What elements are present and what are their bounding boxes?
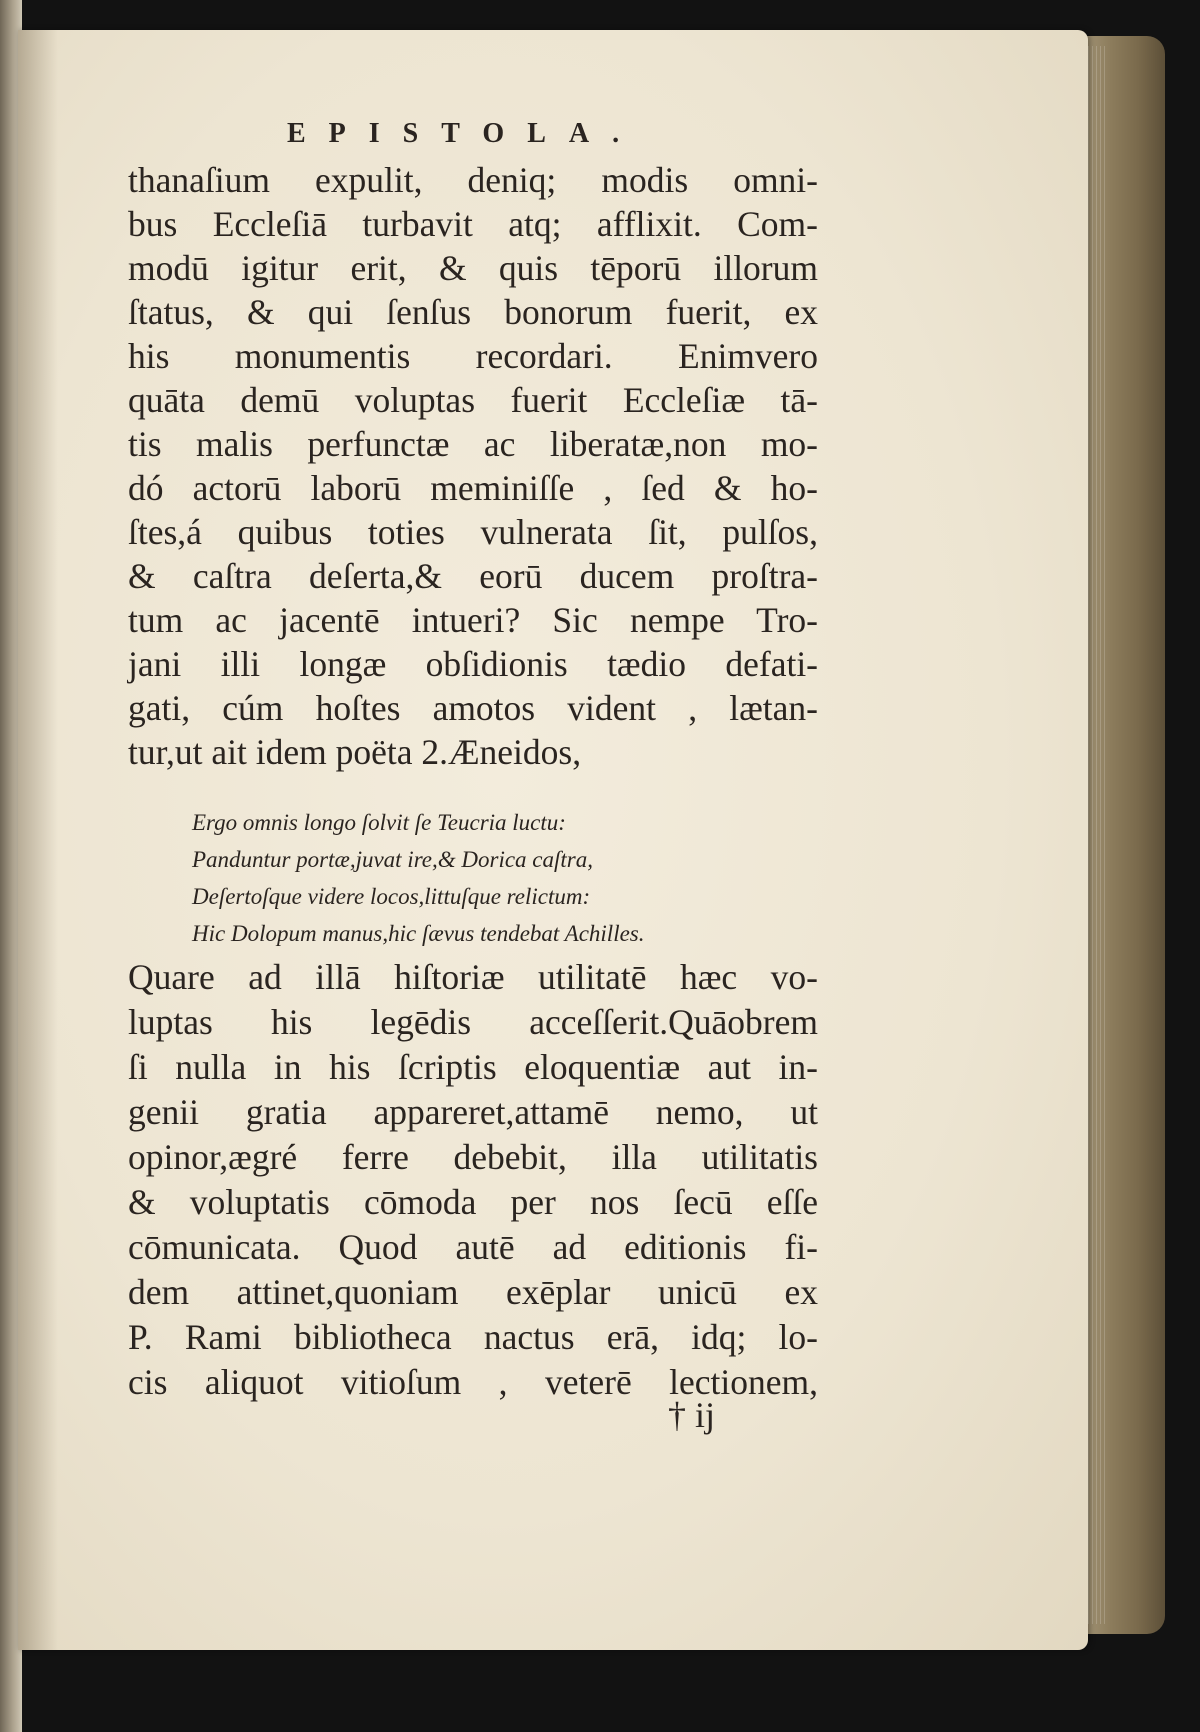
body-line: ſtatus, & qui ſenſus bonorum fuerit, ex: [128, 292, 818, 332]
body-line: modū igitur erit, & quis tēporū illorum: [128, 248, 818, 288]
body-line: tur,ut ait idem poëta 2.Æneidos,: [128, 732, 582, 772]
body-line: opinor,ægré ferre debebit, illa utilitatis: [128, 1137, 818, 1177]
running-head: EPISTOLA.: [287, 118, 643, 149]
body-line: bus Eccleſiā turbavit atq; afflixit. Com-: [128, 204, 818, 244]
body-line: his monumentis recordari. Enimvero: [128, 336, 818, 376]
verse-line: Panduntur portæ,juvat ire,& Dorica caſtra,: [192, 847, 593, 872]
body-line: Quare ad illā hiſtoriæ utilitatē hæc vo-: [128, 957, 818, 997]
body-line: dem attinet,quoniam exēplar unicū ex: [128, 1272, 818, 1312]
body-line: tum ac jacentē intueri? Sic nempe Tro-: [128, 600, 818, 640]
body-line: jani illi longæ obſidionis tædio defati-: [128, 644, 818, 684]
verse-line: Hic Dolopum manus,hic ſævus tendebat Achilles.: [192, 921, 645, 946]
body-line: genii gratia appareret,attamē nemo, ut: [128, 1092, 818, 1132]
body-line: & voluptatis cōmoda per nos ſecū eſſe: [128, 1182, 818, 1222]
body-line: cōmunicata. Quod autē ad editionis fi-: [128, 1227, 818, 1267]
body-line: dó actorū laborū meminiſſe , ſed & ho-: [128, 468, 818, 508]
body-line: ſi nulla in his ſcriptis eloquentiæ aut in-: [128, 1047, 818, 1087]
body-line: gati, cúm hoſtes amotos vident , lætan-: [128, 688, 818, 728]
body-line: tis malis perfunctæ ac liberatæ,non mo-: [128, 424, 818, 464]
gutter-shadow: [18, 30, 58, 1650]
body-line: thanaſium expulit, deniq; modis omni-: [128, 160, 818, 200]
body-line: quāta demū voluptas fuerit Eccleſiæ tā-: [128, 380, 818, 420]
signature-mark: † ij: [668, 1395, 716, 1435]
body-line: ſtes,á quibus toties vulnerata ſit, pulſos,: [128, 512, 818, 552]
verse-line: Ergo omnis longo ſolvit ſe Teucria luctu:: [192, 810, 566, 835]
body-line: & caſtra deſerta,& eorū ducem proſtra-: [128, 556, 818, 596]
body-line: P. Rami bibliotheca nactus erā, idq; lo-: [128, 1317, 818, 1357]
verse-line: Deſertoſque videre locos,littuſque relictum:: [192, 884, 591, 909]
body-line: cis aliquot vitioſum , veterē lectionem,: [128, 1362, 818, 1402]
body-line: luptas his legēdis acceſſerit.Quāobrem: [128, 1002, 818, 1042]
